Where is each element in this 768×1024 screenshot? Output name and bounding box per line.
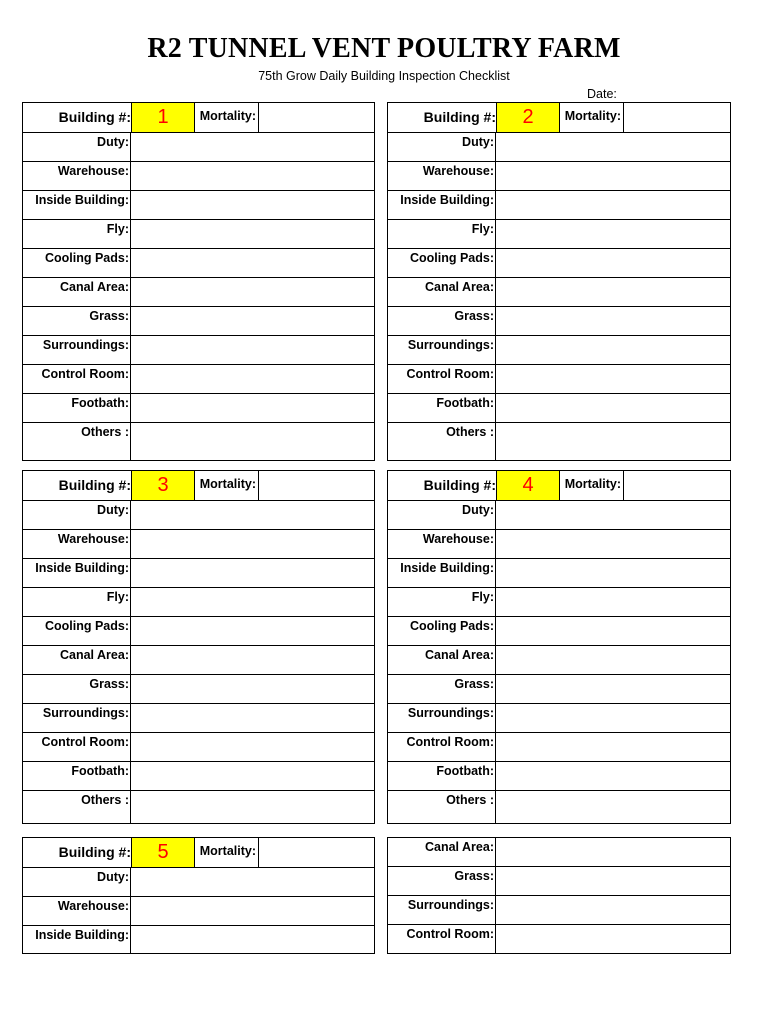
row-label: Control Room: xyxy=(23,365,131,393)
row-label: Fly: xyxy=(388,220,496,248)
row-field[interactable] xyxy=(496,896,730,924)
row-field[interactable] xyxy=(496,162,730,190)
row-label: Control Room: xyxy=(388,925,496,953)
row-field[interactable] xyxy=(131,133,374,161)
row-label: Others : xyxy=(23,423,131,460)
row-label: Cooling Pads: xyxy=(388,249,496,277)
checklist-row xyxy=(23,162,374,191)
building-label: Building #: xyxy=(423,109,496,125)
checklist-row xyxy=(388,733,730,762)
checklist-row xyxy=(23,559,374,588)
checklist-row xyxy=(23,617,374,646)
building-header xyxy=(23,471,374,501)
row-field[interactable] xyxy=(131,307,374,335)
row-field[interactable] xyxy=(131,530,374,558)
checklist-row xyxy=(388,501,730,530)
checklist-row xyxy=(388,559,730,588)
checklist-row xyxy=(388,896,730,925)
row-label: Others : xyxy=(388,423,496,460)
checklist-row xyxy=(23,897,374,926)
checklist-row xyxy=(23,733,374,762)
row-field[interactable] xyxy=(496,191,730,219)
mortality-label: Mortality: xyxy=(195,103,259,132)
checklist-row xyxy=(388,530,730,559)
row-field[interactable] xyxy=(131,791,374,823)
row-field[interactable] xyxy=(496,336,730,364)
row-field[interactable] xyxy=(131,365,374,393)
checklist-row xyxy=(388,588,730,617)
row-label: Control Room: xyxy=(23,733,131,761)
building-block-2 xyxy=(387,102,731,461)
row-label: Others : xyxy=(388,791,496,823)
building-number[interactable]: 4 xyxy=(496,471,560,500)
row-field[interactable] xyxy=(131,559,374,587)
checklist-row xyxy=(23,588,374,617)
row-field[interactable] xyxy=(131,162,374,190)
row-label: Duty: xyxy=(23,133,131,161)
building-block-4 xyxy=(387,470,731,824)
checklist-row xyxy=(388,191,730,220)
row-label: Fly: xyxy=(23,220,131,248)
row-label: Inside Building: xyxy=(388,559,496,587)
row-label: Canal Area: xyxy=(388,278,496,306)
row-label: Inside Building: xyxy=(23,559,131,587)
row-field[interactable] xyxy=(496,133,730,161)
row-label: Duty: xyxy=(388,133,496,161)
checklist-row xyxy=(23,423,374,460)
row-field[interactable] xyxy=(496,617,730,645)
row-label: Surroundings: xyxy=(23,336,131,364)
row-label: Surroundings: xyxy=(23,704,131,732)
building-header xyxy=(23,103,374,133)
checklist-row xyxy=(23,646,374,675)
row-label: Grass: xyxy=(388,867,496,895)
building-block-5 xyxy=(22,837,375,954)
checklist-row xyxy=(23,394,374,423)
building-header xyxy=(23,838,374,868)
row-field[interactable] xyxy=(496,307,730,335)
row-field[interactable] xyxy=(131,278,374,306)
row-field[interactable] xyxy=(131,868,374,896)
row-label: Canal Area: xyxy=(23,278,131,306)
row-label: Surroundings: xyxy=(388,336,496,364)
checklist-row xyxy=(23,704,374,733)
row-label: Fly: xyxy=(23,588,131,616)
checklist-row xyxy=(23,868,374,897)
row-label: Cooling Pads: xyxy=(388,617,496,645)
row-label: Cooling Pads: xyxy=(23,249,131,277)
row-field[interactable] xyxy=(496,838,730,866)
row-label: Surroundings: xyxy=(388,704,496,732)
building-number[interactable]: 3 xyxy=(131,471,195,500)
row-label: Warehouse: xyxy=(23,897,131,925)
row-field[interactable] xyxy=(496,249,730,277)
building-number[interactable]: 5 xyxy=(131,838,195,867)
checklist-row xyxy=(23,336,374,365)
row-field[interactable] xyxy=(131,220,374,248)
row-label: Canal Area: xyxy=(388,838,496,866)
row-label: Duty: xyxy=(23,868,131,896)
row-field[interactable] xyxy=(496,733,730,761)
row-field[interactable] xyxy=(131,646,374,674)
row-field[interactable] xyxy=(496,704,730,732)
row-field[interactable] xyxy=(131,423,374,460)
checklist-row xyxy=(388,675,730,704)
checklist-row xyxy=(388,838,730,867)
row-field[interactable] xyxy=(131,762,374,790)
checklist-row xyxy=(388,278,730,307)
row-label: Warehouse: xyxy=(23,162,131,190)
building-label: Building #: xyxy=(58,477,131,493)
row-field[interactable] xyxy=(496,394,730,422)
checklist-row xyxy=(23,926,374,953)
row-field[interactable] xyxy=(496,588,730,616)
checklist-row xyxy=(388,646,730,675)
row-label: Control Room: xyxy=(388,365,496,393)
row-field[interactable] xyxy=(496,365,730,393)
checklist-row xyxy=(388,336,730,365)
row-label: Inside Building: xyxy=(388,191,496,219)
row-field[interactable] xyxy=(131,336,374,364)
checklist-row xyxy=(23,365,374,394)
row-label: Inside Building: xyxy=(23,191,131,219)
checklist-row xyxy=(388,704,730,733)
row-field[interactable] xyxy=(131,501,374,529)
checklist-row xyxy=(23,307,374,336)
row-field[interactable] xyxy=(496,791,730,823)
row-label: Duty: xyxy=(388,501,496,529)
row-field[interactable] xyxy=(496,501,730,529)
row-label: Control Room: xyxy=(388,733,496,761)
row-field[interactable] xyxy=(131,926,374,953)
row-field[interactable] xyxy=(131,675,374,703)
checklist-row xyxy=(388,220,730,249)
checklist-row xyxy=(23,191,374,220)
building-label: Building #: xyxy=(58,109,131,125)
row-field[interactable] xyxy=(496,220,730,248)
page-subtitle: 75th Grow Daily Building Inspection Checklist xyxy=(258,69,510,83)
checklist-row xyxy=(388,133,730,162)
row-label: Footbath: xyxy=(23,762,131,790)
mortality-label: Mortality: xyxy=(560,103,624,132)
checklist-row xyxy=(388,925,730,953)
row-label: Warehouse: xyxy=(388,530,496,558)
checklist-row xyxy=(23,675,374,704)
row-label: Warehouse: xyxy=(388,162,496,190)
row-label: Fly: xyxy=(388,588,496,616)
row-label: Grass: xyxy=(388,675,496,703)
mortality-label: Mortality: xyxy=(195,471,259,500)
checklist-row xyxy=(388,307,730,336)
row-label: Footbath: xyxy=(23,394,131,422)
row-label: Canal Area: xyxy=(23,646,131,674)
checklist-row xyxy=(23,249,374,278)
row-field[interactable] xyxy=(496,423,730,460)
building-header xyxy=(388,103,730,133)
row-field[interactable] xyxy=(496,675,730,703)
row-field[interactable] xyxy=(131,249,374,277)
row-label: Canal Area: xyxy=(388,646,496,674)
building-number[interactable]: 1 xyxy=(131,103,195,132)
row-label: Cooling Pads: xyxy=(23,617,131,645)
mortality-label: Mortality: xyxy=(195,838,259,867)
checklist-row xyxy=(388,162,730,191)
checklist-row xyxy=(388,617,730,646)
row-label: Warehouse: xyxy=(23,530,131,558)
row-label: Footbath: xyxy=(388,762,496,790)
checklist-row xyxy=(23,501,374,530)
row-field[interactable] xyxy=(496,646,730,674)
checklist-row xyxy=(23,530,374,559)
checklist-row xyxy=(388,423,730,460)
checklist-row xyxy=(23,762,374,791)
date-label: Date: xyxy=(587,87,617,101)
row-label: Surroundings: xyxy=(388,896,496,924)
row-field[interactable] xyxy=(496,867,730,895)
checklist-row xyxy=(388,394,730,423)
checklist-row xyxy=(388,365,730,394)
row-field[interactable] xyxy=(131,733,374,761)
mortality-label: Mortality: xyxy=(560,471,624,500)
row-label: Others : xyxy=(23,791,131,823)
row-field[interactable] xyxy=(496,559,730,587)
row-label: Grass: xyxy=(23,675,131,703)
checklist-row xyxy=(388,867,730,896)
continuation-block xyxy=(387,837,731,954)
row-field[interactable] xyxy=(496,925,730,953)
row-field[interactable] xyxy=(496,530,730,558)
row-label: Grass: xyxy=(388,307,496,335)
row-label: Footbath: xyxy=(388,394,496,422)
checklist-row xyxy=(23,278,374,307)
checklist-row xyxy=(388,791,730,823)
checklist-row xyxy=(23,791,374,823)
building-number[interactable]: 2 xyxy=(496,103,560,132)
row-field[interactable] xyxy=(131,394,374,422)
row-field[interactable] xyxy=(131,704,374,732)
building-header xyxy=(388,471,730,501)
row-field[interactable] xyxy=(496,278,730,306)
building-label: Building #: xyxy=(423,477,496,493)
building-label: Building #: xyxy=(58,844,131,860)
row-label: Grass: xyxy=(23,307,131,335)
checklist-row xyxy=(23,133,374,162)
row-field[interactable] xyxy=(131,191,374,219)
checklist-row xyxy=(388,249,730,278)
row-label: Inside Building: xyxy=(23,926,131,953)
row-field[interactable] xyxy=(131,897,374,925)
row-field[interactable] xyxy=(496,762,730,790)
checklist-row xyxy=(23,220,374,249)
checklist-row xyxy=(388,762,730,791)
row-field[interactable] xyxy=(131,588,374,616)
page-title: R2 TUNNEL VENT POULTRY FARM xyxy=(147,33,621,64)
building-block-3 xyxy=(22,470,375,824)
building-block-1 xyxy=(22,102,375,461)
row-label: Duty: xyxy=(23,501,131,529)
row-field[interactable] xyxy=(131,617,374,645)
